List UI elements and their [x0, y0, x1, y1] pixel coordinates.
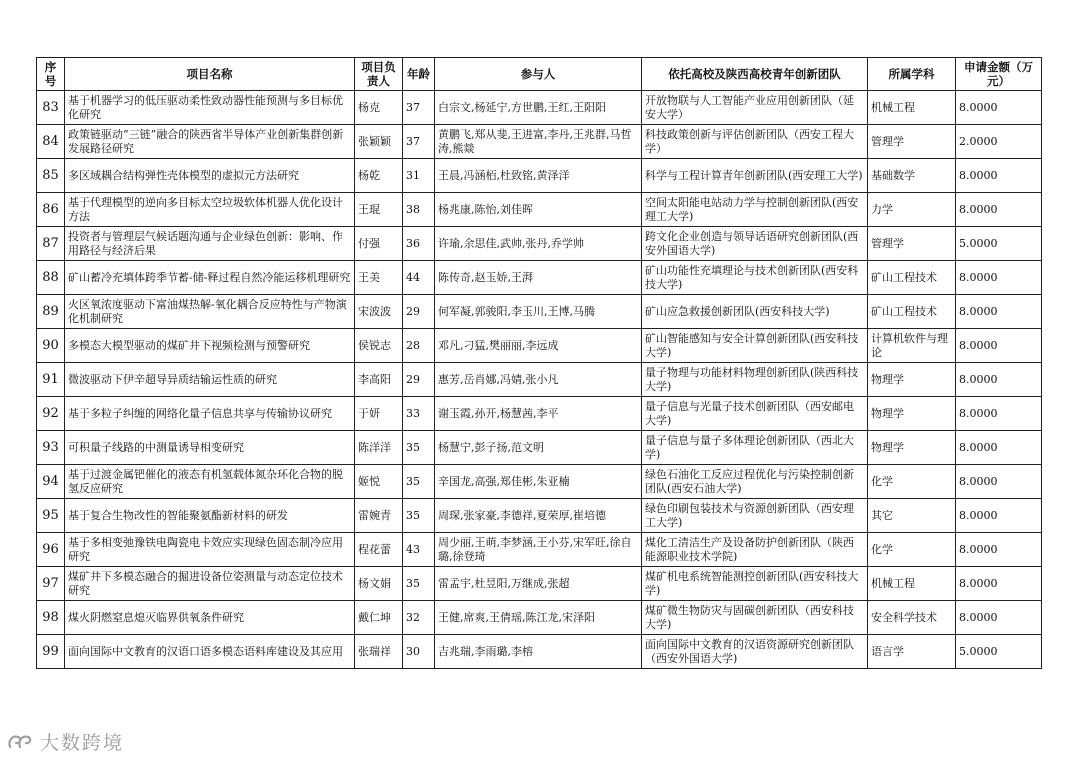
participants-cell: 杨慧宁,彭子扬,范文明 [435, 431, 642, 465]
row-index-cell: 99 [37, 635, 65, 669]
project-lead-cell: 李高阳 [355, 363, 403, 397]
host-team-cell: 量子信息与光量子技术创新团队（西安邮电大学) [642, 397, 868, 431]
table-row [37, 499, 1042, 533]
host-team-cell: 矿山功能性充填理论与技术创新团队(西安科技大学) [642, 261, 868, 295]
watermark-logo [6, 728, 124, 755]
host-team-cell: 绿色石油化工反应过程优化与污染控制创新团队(西安石油大学) [642, 465, 868, 499]
host-team-cell: 矿山应急救援创新团队(西安科技大学) [642, 295, 868, 329]
amount-cell: 8.0000 [956, 567, 1042, 601]
host-team-cell: 空间太阳能电站动力学与控制创新团队(西安理工大学) [642, 193, 868, 227]
table-row [37, 159, 1042, 193]
project-lead-cell: 陈洋洋 [355, 431, 403, 465]
host-team-cell: 煤矿微生物防灾与固碳创新团队（西安科技大学) [642, 601, 868, 635]
host-team-cell: 跨文化企业创造与领导话语研究创新团队(西安外国语大学) [642, 227, 868, 261]
project-lead-cell: 侯锐志 [355, 329, 403, 363]
row-index-cell: 88 [37, 261, 65, 295]
discipline-cell: 管理学 [868, 227, 956, 261]
brand-logo-icon [6, 731, 36, 753]
participants-cell: 陈传奇,赵玉娇,王湃 [435, 261, 642, 295]
host-team-cell: 开放物联与人工智能产业应用创新团队（延安大学） [642, 91, 868, 125]
host-team-cell: 煤矿机电系统智能测控创新团队(西安科技大学) [642, 567, 868, 601]
discipline-cell: 语言学 [868, 635, 956, 669]
lead-age-cell: 36 [403, 227, 435, 261]
project-lead-cell: 王琨 [355, 193, 403, 227]
project-lead-cell: 姬悦 [355, 465, 403, 499]
column-header: 项目负责人 [355, 58, 403, 91]
project-name-cell: 投资者与管理层气候话题沟通与企业绿色创新：影响、作用路径与经济后果 [65, 227, 355, 261]
host-team-cell: 面向国际中文教育的汉语资源研究创新团队（西安外国语大学) [642, 635, 868, 669]
project-name-cell: 多区域耦合结构弹性壳体模型的虚拟元方法研究 [65, 159, 355, 193]
project-lead-cell: 雷婉青 [355, 499, 403, 533]
discipline-cell: 化学 [868, 533, 956, 567]
project-name-cell: 矿山蓄冷充填体跨季节蓄-储-释过程自然冷能运移机理研究 [65, 261, 355, 295]
discipline-cell: 力学 [868, 193, 956, 227]
participants-cell: 王晨,冯涵栢,杜致铭,黄泽洋 [435, 159, 642, 193]
amount-cell: 8.0000 [956, 397, 1042, 431]
column-header: 序号 [37, 58, 65, 91]
column-header: 所属学科 [868, 58, 956, 91]
participants-cell: 辛国龙,高强,郑佳彬,朱亚楠 [435, 465, 642, 499]
host-team-cell: 科技政策创新与评估创新团队（西安工程大学） [642, 125, 868, 159]
table-row [37, 261, 1042, 295]
column-header: 年龄 [403, 58, 435, 91]
discipline-cell: 物理学 [868, 363, 956, 397]
lead-age-cell: 35 [403, 431, 435, 465]
participants-cell: 杨兆康,陈怡,刘佳晖 [435, 193, 642, 227]
row-index-cell: 93 [37, 431, 65, 465]
discipline-cell: 其它 [868, 499, 956, 533]
participants-cell: 惠芳,岳肖娜,冯婧,张小凡 [435, 363, 642, 397]
amount-cell: 5.0000 [956, 227, 1042, 261]
project-name-cell: 政策链驱动“三链”融合的陕西省半导体产业创新集群创新发展路径研究 [65, 125, 355, 159]
project-name-cell: 基于机器学习的低压驱动柔性致动器性能预测与多目标优化研究 [65, 91, 355, 125]
lead-age-cell: 35 [403, 567, 435, 601]
participants-cell: 黄鹏飞,郑从斐,王进富,李丹,王兆群,马哲涛,熊燚 [435, 125, 642, 159]
table-body [37, 91, 1042, 669]
project-lead-cell: 杨克 [355, 91, 403, 125]
amount-cell: 8.0000 [956, 91, 1042, 125]
participants-cell: 吉兆瑞,李雨璐,李榕 [435, 635, 642, 669]
amount-cell: 8.0000 [956, 499, 1042, 533]
row-index-cell: 87 [37, 227, 65, 261]
discipline-cell: 机械工程 [868, 567, 956, 601]
host-team-cell: 量子物理与功能材料物理创新团队(陕西科技大学) [642, 363, 868, 397]
amount-cell: 8.0000 [956, 329, 1042, 363]
lead-age-cell: 29 [403, 363, 435, 397]
participants-cell: 雷孟宇,杜昱阳,万继成,张超 [435, 567, 642, 601]
row-index-cell: 91 [37, 363, 65, 397]
row-index-cell: 84 [37, 125, 65, 159]
watermark-text: 大数跨境 [40, 732, 125, 754]
project-lead-cell: 程花蕾 [355, 533, 403, 567]
table-row [37, 533, 1042, 567]
project-lead-cell: 张瑞祥 [355, 635, 403, 669]
participants-cell: 王健,席爽,王倩瑶,陈江龙,宋泽阳 [435, 601, 642, 635]
project-lead-cell: 宋波波 [355, 295, 403, 329]
table-row [37, 567, 1042, 601]
project-name-cell: 多模态大模型驱动的煤矿井下视频检测与预警研究 [65, 329, 355, 363]
participants-cell: 周琛,张家豪,李德祥,夏荣厚,崔培德 [435, 499, 642, 533]
participants-cell: 何军凝,郭骏阳,李玉川,王博,马腾 [435, 295, 642, 329]
row-index-cell: 98 [37, 601, 65, 635]
project-name-cell: 煤火阴燃窒息熄灭临界供氧条件研究 [65, 601, 355, 635]
table-row [37, 125, 1042, 159]
table-row [37, 431, 1042, 465]
project-name-cell: 基于代理模型的逆向多目标太空垃圾软体机器人优化设计方法 [65, 193, 355, 227]
row-index-cell: 92 [37, 397, 65, 431]
table-row [37, 295, 1042, 329]
row-index-cell: 94 [37, 465, 65, 499]
lead-age-cell: 44 [403, 261, 435, 295]
column-header: 申请金额（万元） [956, 58, 1042, 91]
table-row [37, 465, 1042, 499]
discipline-cell: 物理学 [868, 397, 956, 431]
lead-age-cell: 37 [403, 125, 435, 159]
project-lead-cell: 杨乾 [355, 159, 403, 193]
amount-cell: 8.0000 [956, 295, 1042, 329]
participants-cell: 白宗文,杨延宁,方世鹏,王红,王阳阳 [435, 91, 642, 125]
project-lead-cell: 于妍 [355, 397, 403, 431]
lead-age-cell: 38 [403, 193, 435, 227]
lead-age-cell: 35 [403, 499, 435, 533]
lead-age-cell: 37 [403, 91, 435, 125]
table-row [37, 397, 1042, 431]
row-index-cell: 85 [37, 159, 65, 193]
discipline-cell: 计算机软件与理论 [868, 329, 956, 363]
table-row [37, 193, 1042, 227]
discipline-cell: 化学 [868, 465, 956, 499]
participants-cell: 周少丽,王萌,李梦涵,王小芬,宋军旺,徐自璐,徐登琦 [435, 533, 642, 567]
project-name-cell: 基于多相变弛豫铁电陶瓷电卡效应实现绿色固态制冷应用研究 [65, 533, 355, 567]
amount-cell: 8.0000 [956, 465, 1042, 499]
lead-age-cell: 29 [403, 295, 435, 329]
participants-cell: 许瑜,余思佳,武帅,张丹,乔学帅 [435, 227, 642, 261]
host-team-cell: 矿山智能感知与安全计算创新团队(西安科技大学) [642, 329, 868, 363]
table-header-row [37, 58, 1042, 91]
project-lead-cell: 张颖颖 [355, 125, 403, 159]
amount-cell: 8.0000 [956, 159, 1042, 193]
lead-age-cell: 32 [403, 601, 435, 635]
project-lead-cell: 付强 [355, 227, 403, 261]
row-index-cell: 89 [37, 295, 65, 329]
row-index-cell: 96 [37, 533, 65, 567]
discipline-cell: 矿山工程技术 [868, 295, 956, 329]
row-index-cell: 90 [37, 329, 65, 363]
amount-cell: 8.0000 [956, 533, 1042, 567]
amount-cell: 5.0000 [956, 635, 1042, 669]
lead-age-cell: 33 [403, 397, 435, 431]
discipline-cell: 矿山工程技术 [868, 261, 956, 295]
project-lead-cell: 杨文娟 [355, 567, 403, 601]
lead-age-cell: 31 [403, 159, 435, 193]
project-name-cell: 基于过渡金属钯催化的液态有机氢载体氮杂环化合物的脱氢反应研究 [65, 465, 355, 499]
project-name-cell: 基于多粒子纠缠的网络化量子信息共享与传输协议研究 [65, 397, 355, 431]
project-name-cell: 可积量子线路的中测量诱导相变研究 [65, 431, 355, 465]
amount-cell: 8.0000 [956, 431, 1042, 465]
host-team-cell: 科学与工程计算青年创新团队(西安理工大学) [642, 159, 868, 193]
table-row [37, 91, 1042, 125]
table-row [37, 363, 1042, 397]
amount-cell: 8.0000 [956, 261, 1042, 295]
project-name-cell: 火区氧浓度驱动下富油煤热解-氧化耦合反应特性与产物演化机制研究 [65, 295, 355, 329]
amount-cell: 2.0000 [956, 125, 1042, 159]
project-table [36, 57, 1042, 669]
project-lead-cell: 王美 [355, 261, 403, 295]
row-index-cell: 95 [37, 499, 65, 533]
discipline-cell: 机械工程 [868, 91, 956, 125]
table-row [37, 329, 1042, 363]
row-index-cell: 83 [37, 91, 65, 125]
host-team-cell: 绿色印刷包装技术与资源创新团队（西安理工大学) [642, 499, 868, 533]
host-team-cell: 量子信息与量子多体理论创新团队（西北大学) [642, 431, 868, 465]
host-team-cell: 煤化工清洁生产及设备防护创新团队（陕西能源职业技术学院) [642, 533, 868, 567]
project-name-cell: 微波驱动下伊辛超导异质结输运性质的研究 [65, 363, 355, 397]
project-lead-cell: 戴仁坤 [355, 601, 403, 635]
lead-age-cell: 28 [403, 329, 435, 363]
table-row [37, 601, 1042, 635]
amount-cell: 8.0000 [956, 601, 1042, 635]
lead-age-cell: 35 [403, 465, 435, 499]
table-row [37, 227, 1042, 261]
discipline-cell: 管理学 [868, 125, 956, 159]
project-name-cell: 煤矿井下多模态融合的掘进设备位姿测量与动态定位技术研究 [65, 567, 355, 601]
participants-cell: 邓凡,刁猛,樊丽丽,李远成 [435, 329, 642, 363]
lead-age-cell: 43 [403, 533, 435, 567]
amount-cell: 8.0000 [956, 363, 1042, 397]
column-header: 参与人 [435, 58, 642, 91]
participants-cell: 谢玉霞,孙开,杨慧茜,李平 [435, 397, 642, 431]
column-header: 依托高校及陕西高校青年创新团队 [642, 58, 868, 91]
table-row [37, 635, 1042, 669]
discipline-cell: 安全科学技术 [868, 601, 956, 635]
discipline-cell: 物理学 [868, 431, 956, 465]
row-index-cell: 97 [37, 567, 65, 601]
amount-cell: 8.0000 [956, 193, 1042, 227]
row-index-cell: 86 [37, 193, 65, 227]
project-name-cell: 基于复合生物改性的智能聚氨酯新材料的研发 [65, 499, 355, 533]
lead-age-cell: 30 [403, 635, 435, 669]
column-header: 项目名称 [65, 58, 355, 91]
discipline-cell: 基础数学 [868, 159, 956, 193]
project-name-cell: 面向国际中文教育的汉语口语多模态语料库建设及其应用 [65, 635, 355, 669]
